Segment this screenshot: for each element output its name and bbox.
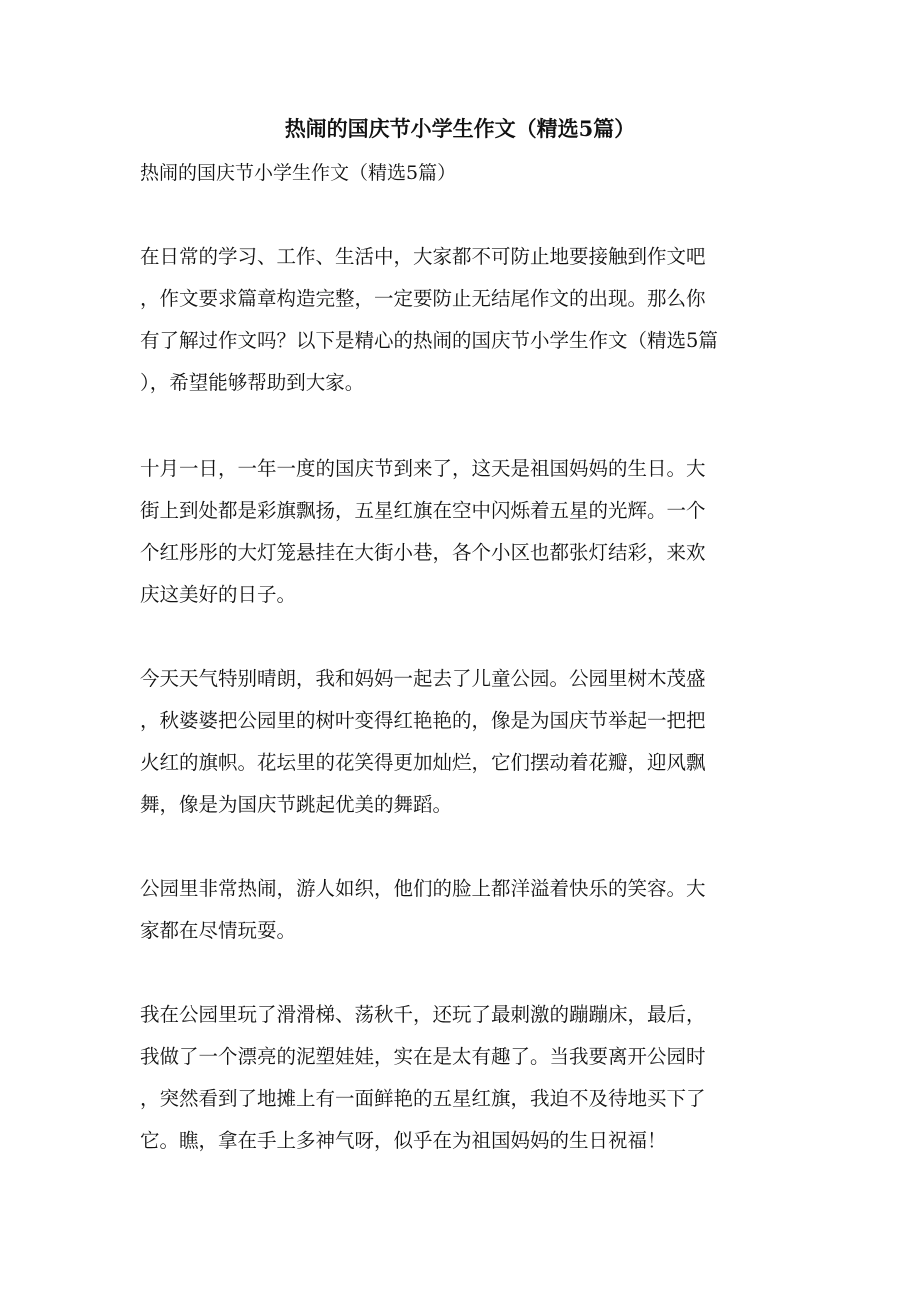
paragraph-line: 我在公园里玩了滑滑梯、荡秋千，还玩了最刺激的蹦蹦床，最后， (140, 1003, 706, 1026)
paragraph-line: 公园里非常热闹，游人如织，他们的脸上都洋溢着快乐的笑容。大 (140, 877, 706, 900)
paragraph-line: 个红彤彤的大灯笼悬挂在大街小巷，各个小区也都张灯结彩，来欢 (140, 541, 706, 564)
paragraph-line: 火红的旗帜。花坛里的花笑得更加灿烂，它们摆动着花瓣，迎风飘 (140, 751, 706, 774)
paragraph-line: 家都在尽情玩耍。 (140, 919, 297, 942)
paragraph-line: ），希望能够帮助到大家。 (140, 371, 365, 394)
paragraph-line: 在日常的学习、工作、生活中，大家都不可防止地要接触到作文吧 (140, 245, 706, 268)
document-subtitle: 热闹的国庆节小学生作文（精选5篇） (140, 162, 457, 184)
paragraph-playground (140, 994, 790, 1162)
paragraph-line: 有了解过作文吗？以下是精心的热闹的国庆节小学生作文（精选5篇 (140, 329, 718, 352)
paragraph-intro (140, 236, 790, 404)
paragraph-line: 我做了一个漂亮的泥塑娃娃，实在是太有趣了。当我要离开公园时 (140, 1045, 706, 1068)
document-title: 热闹的国庆节小学生作文（精选5篇） (284, 116, 636, 141)
paragraph-line: 今天天气特别晴朗，我和妈妈一起去了儿童公园。公园里树木茂盛 (140, 667, 706, 690)
paragraph-park-crowd (140, 868, 790, 952)
paragraph-line: ，突然看到了地摊上有一面鲜艳的五星红旗，我迫不及待地买下了 (140, 1087, 706, 1110)
paragraph-line: ，作文要求篇章构造完整，一定要防止无结尾作文的出现。那么你 (140, 287, 706, 310)
paragraph-line: 它。瞧，拿在手上多神气呀，似乎在为祖国妈妈的生日祝福！ (140, 1129, 667, 1152)
paragraph-line: 街上到处都是彩旗飘扬，五星红旗在空中闪烁着五星的光辉。一个 (140, 499, 706, 522)
paragraph-national-day (140, 448, 790, 616)
paragraph-line: 舞，像是为国庆节跳起优美的舞蹈。 (140, 793, 453, 816)
paragraph-line: ，秋婆婆把公园里的树叶变得红艳艳的，像是为国庆节举起一把把 (140, 709, 706, 732)
paragraph-line: 庆这美好的日子。 (140, 583, 297, 606)
paragraph-line: 十月一日，一年一度的国庆节到来了，这天是祖国妈妈的生日。大 (140, 457, 706, 480)
paragraph-park-weather (140, 658, 790, 826)
